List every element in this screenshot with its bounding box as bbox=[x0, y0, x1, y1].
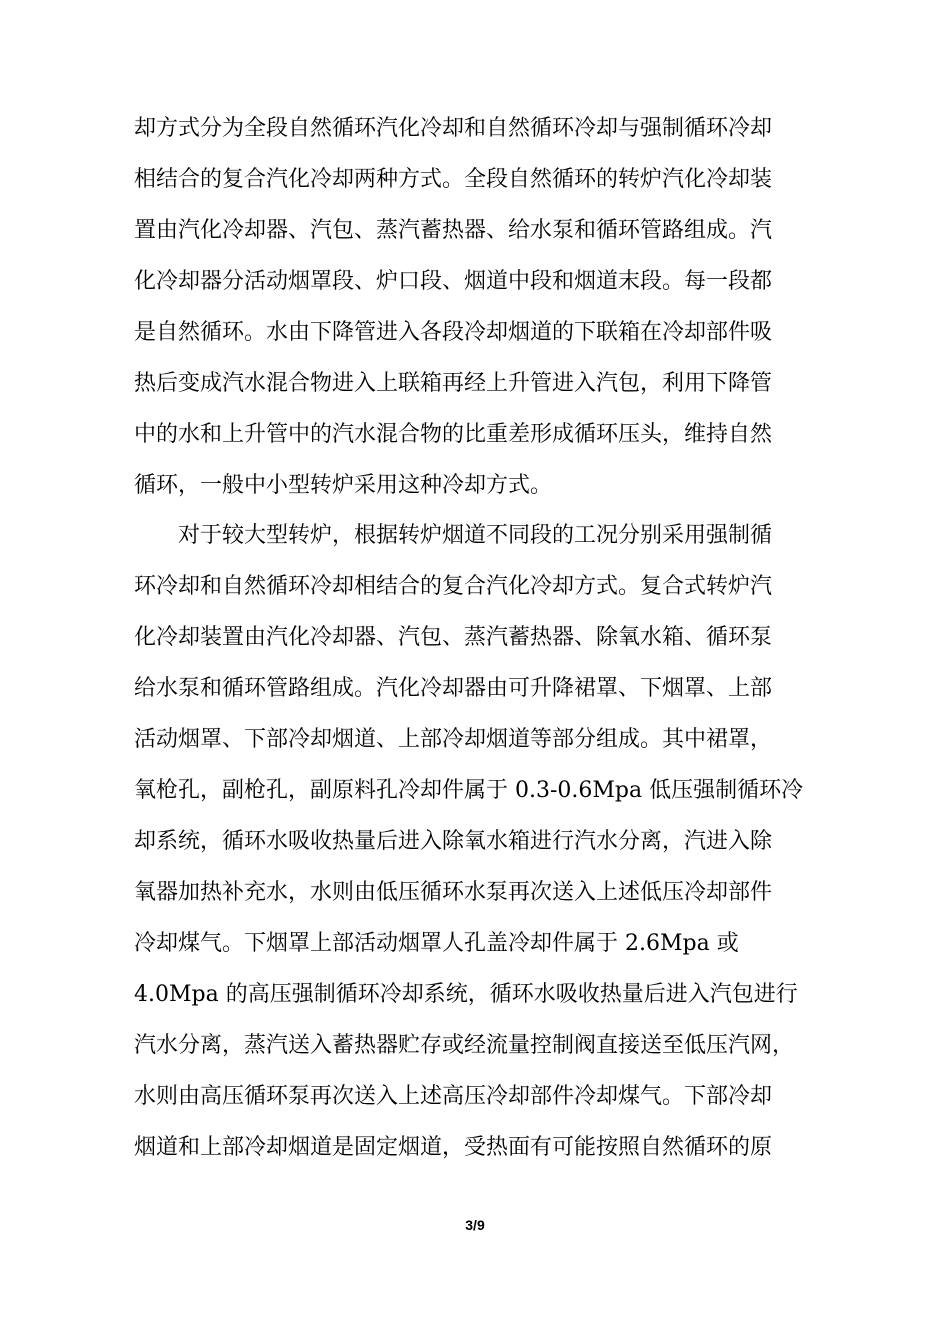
text-line: 热后变成汽水混合物进入上联箱再经上升管进入汽包，利用下降管 bbox=[134, 371, 773, 396]
text-line: 冷却煤气。下烟罩上部活动烟罩人孔盖冷却件属于 2.6Mpa 或 bbox=[134, 931, 739, 956]
text-line: 却系统，循环水吸收热量后进入除氧水箱进行汽水分离，汽进入除 bbox=[134, 829, 773, 854]
text-line: 是自然循环。水由下降管进入各段冷却烟道的下联箱在冷却部件吸 bbox=[134, 320, 773, 345]
text-line: 对于较大型转炉，根据转炉烟道不同段的工况分别采用强制循 bbox=[178, 523, 773, 548]
text-line: 相结合的复合汽化冷却两种方式。全段自然循环的转炉汽化冷却装 bbox=[134, 167, 773, 192]
text-line: 4.0Mpa 的高压强制循环冷却系统，循环水吸收热量后进入汽包进行 bbox=[134, 982, 798, 1007]
text-line: 循环，一般中小型转炉采用这种冷却方式。 bbox=[134, 473, 553, 498]
text-line: 却方式分为全段自然循环汽化冷却和自然循环冷却与强制循环冷却 bbox=[134, 116, 773, 141]
text-line: 置由汽化冷却器、汽包、蒸汽蓄热器、给水泵和循环管路组成。汽 bbox=[134, 218, 773, 243]
text-line: 水则由高压循环泵再次送入上述高压冷却部件冷却煤气。下部冷却 bbox=[134, 1084, 773, 1109]
text-line: 化冷却器分活动烟罩段、炉口段、烟道中段和烟道末段。每一段都 bbox=[134, 269, 773, 294]
page-number: 3/9 bbox=[465, 1217, 485, 1233]
text-line: 氧器加热补充水，水则由低压循环水泵再次送入上述低压冷却部件 bbox=[134, 880, 773, 905]
text-line: 中的水和上升管中的汽水混合物的比重差形成循环压头，维持自然 bbox=[134, 422, 773, 447]
text-line: 给水泵和循环管路组成。汽化冷却器由可升降裙罩、下烟罩、上部 bbox=[134, 676, 773, 701]
text-line: 烟道和上部冷却烟道是固定烟道，受热面有可能按照自然循环的原 bbox=[134, 1135, 773, 1160]
text-line: 环冷却和自然循环冷却相结合的复合汽化冷却方式。复合式转炉汽 bbox=[134, 574, 773, 599]
text-line: 化冷却装置由汽化冷却器、汽包、蒸汽蓄热器、除氧水箱、循环泵 bbox=[134, 625, 773, 650]
text-line: 汽水分离，蒸汽送入蓄热器贮存或经流量控制阀直接送至低压汽网， bbox=[134, 1033, 795, 1058]
text-line: 活动烟罩、下部冷却烟道、上部冷却烟道等部分组成。其中裙罩， bbox=[134, 727, 773, 752]
text-line: 氧枪孔，副枪孔，副原料孔冷却件属于 0.3-0.6Mpa 低压强制循环冷 bbox=[134, 778, 804, 803]
